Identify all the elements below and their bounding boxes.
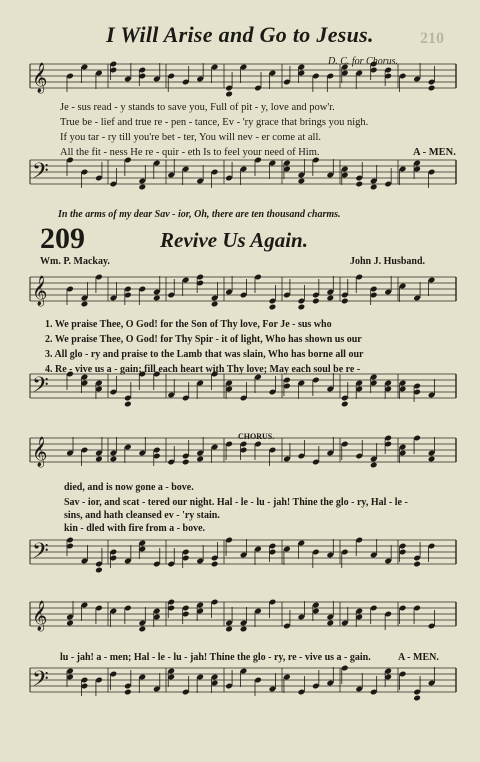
- note-head: [138, 184, 146, 191]
- prev-amen: A - MEN.: [413, 147, 456, 158]
- prev-refrain: In the arms of my dear Sav - ior, Oh, there are ten thousand charms.: [58, 209, 341, 220]
- clef-icon: 𝄞: [32, 276, 48, 306]
- clef-icon: 𝄞: [32, 437, 48, 467]
- note-head: [326, 295, 334, 302]
- note-head: [95, 567, 103, 574]
- note-head: [153, 295, 161, 302]
- note-head: [341, 298, 349, 305]
- clef-icon: 𝄢: [32, 373, 49, 403]
- note-head: [211, 561, 219, 568]
- clef-icon: 𝄞: [32, 63, 48, 93]
- verse-1: 1. We praise Thee, O God! for the Son of Thy love, For Je - sus who: [45, 319, 332, 330]
- hymn-number: 209: [40, 222, 85, 255]
- verse-3: 3. All glo - ry and praise to the Lamb that was slain, Who has borne all our: [45, 349, 364, 360]
- verse-4: 4. Re - vive us a - gain; fill each heart with Thy love; May each soul be re -: [45, 364, 361, 375]
- prev-verse-2: True be - lief and true re - pen - tance, Ev - 'ry grace that brings you nigh.: [60, 117, 369, 128]
- note-head: [138, 626, 146, 633]
- note-head: [95, 456, 103, 463]
- note-head: [341, 401, 349, 408]
- note-head: [370, 184, 378, 191]
- chorus-line-3: sins, and hath cleansed ev - 'ry stain.: [64, 510, 220, 521]
- clef-icon: 𝄢: [32, 159, 49, 189]
- note-head: [312, 298, 320, 305]
- note-head: [355, 181, 363, 188]
- note-head: [298, 304, 306, 311]
- note-head: [225, 626, 233, 633]
- note-head: [370, 462, 378, 469]
- note-head: [326, 620, 334, 627]
- hymn-author: Wm. P. Mackay.: [40, 256, 110, 267]
- clef-icon: 𝄢: [32, 667, 49, 697]
- final-lyric-line: lu - jah! a - men; Hal - le - lu - jah! Thine the glo - ry, re - vive us a - gain.: [60, 652, 371, 663]
- chorus-line-1: died, and is now gone a - bove.: [64, 482, 194, 493]
- note-head: [225, 91, 233, 98]
- chorus-label: CHORUS.: [238, 432, 275, 441]
- prev-verse-4: All the fit - ness He re - quir - eth Is to feel your need of Him.: [60, 147, 320, 158]
- note-head: [196, 456, 204, 463]
- note-head: [124, 689, 132, 696]
- note-head: [269, 304, 277, 311]
- verse-2: 2. We praise Thee, O God! for Thy Spir - it of light, Who has shown us our: [45, 334, 362, 345]
- prev-hymn-title: I Will Arise and Go to Jesus.: [106, 22, 374, 47]
- note-head: [66, 620, 74, 627]
- clef-icon: 𝄢: [32, 539, 49, 569]
- note-head: [240, 626, 248, 633]
- prev-verse-1: Je - sus read - y stands to save you, Full of pit - y, love and pow'r.: [60, 102, 335, 113]
- note-head: [428, 456, 436, 463]
- note-head: [428, 85, 436, 92]
- note-head: [124, 401, 132, 408]
- chorus-line-2: Sav - ior, and scat - tered our night. Hal - le - lu - jah! Thine the glo - ry, Hal - le -: [64, 497, 408, 508]
- note-head: [81, 301, 89, 308]
- note-head: [182, 459, 190, 466]
- note-head: [413, 695, 421, 702]
- chorus-line-4: kin - dled with fire from a - bove.: [64, 523, 206, 534]
- clef-icon: 𝄞: [32, 601, 48, 631]
- page-number: 210: [420, 30, 444, 47]
- final-amen: A - MEN.: [398, 652, 439, 663]
- note-head: [413, 561, 421, 568]
- hymn-title: Revive Us Again.: [160, 228, 308, 252]
- prev-verse-3: If you tar - ry till you're bet - ter, You will nev - er come at all.: [60, 132, 321, 143]
- note-head: [110, 456, 118, 463]
- note-head: [298, 178, 306, 185]
- hymn-composer: John J. Husband.: [350, 256, 426, 267]
- dc-chorus-label: D. C. for Chorus.: [328, 56, 399, 67]
- note-head: [211, 301, 219, 308]
